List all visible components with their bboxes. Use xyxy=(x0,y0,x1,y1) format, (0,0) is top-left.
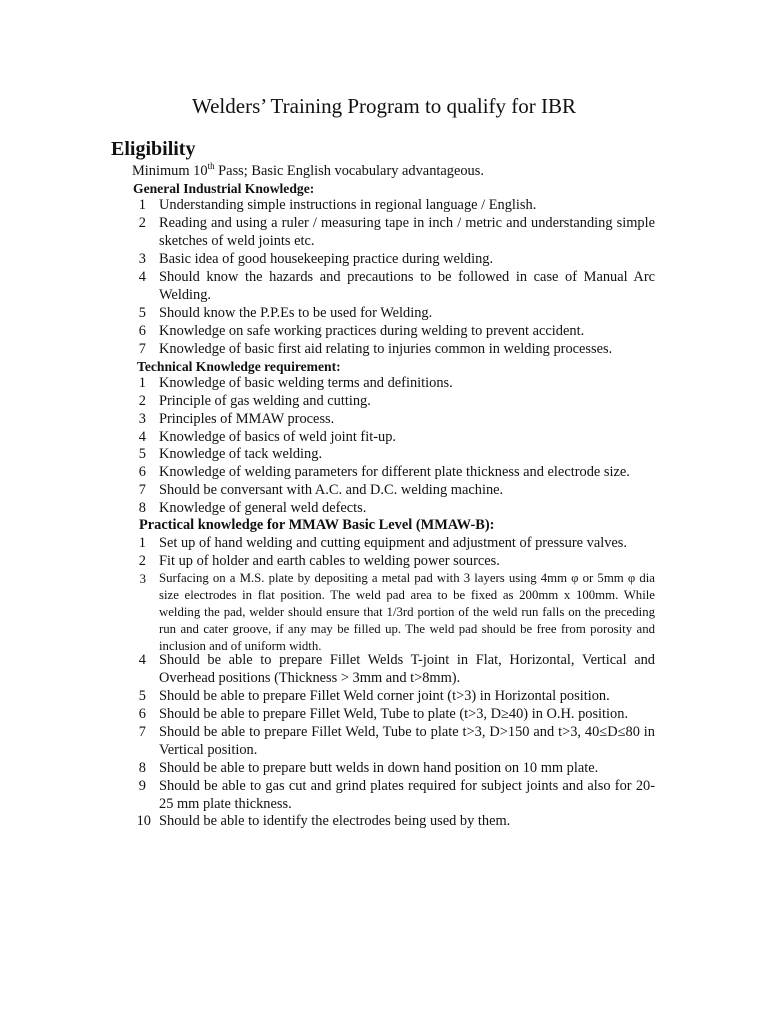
list-item: Should be able to gas cut and grind plates required for subject joints and also for 20-25 mm plate thickness. xyxy=(159,778,655,812)
list-item: Should know the P.P.Es to be used for Welding. xyxy=(159,305,433,321)
list-item: Should be able to prepare Fillet Weld, Tube to plate t>3, D>150 and t>3, 40≤D≤80 in Vertical position. xyxy=(159,724,655,758)
list-number: 3 xyxy=(139,572,146,586)
list-number: 2 xyxy=(138,553,146,569)
list-number: 9 xyxy=(138,778,146,794)
list-item: Should be conversant with A.C. and D.C. welding machine. xyxy=(159,482,504,498)
list-item: Principle of gas welding and cutting. xyxy=(159,393,371,409)
list-item: Surfacing on a M.S. plate by depositing a metal pad with 3 layers using 4mm φ or 5mm φ dia size electrodes in flat position. The weld pad area to be fixed as 200mm x 100mm. While welding the pad, welder should ensure that 1/3rd portion of the weld run falls on the preceding run and cater groove, if any may be filled up. The weld pad should be free from porosity and inclusion and of uniform width. xyxy=(159,571,655,653)
list-item: Knowledge of basics of weld joint fit-up. xyxy=(159,429,396,445)
list-item: Knowledge on safe working practices during welding to prevent accident. xyxy=(159,323,585,339)
list-item: Should be able to prepare butt welds in down hand position on 10 mm plate. xyxy=(159,760,599,776)
minimum-qualification xyxy=(132,162,484,180)
list-number: 5 xyxy=(138,446,146,462)
list-number: 7 xyxy=(138,341,146,357)
min-sup: th xyxy=(207,161,215,172)
list-item: Basic idea of good housekeeping practice during welding. xyxy=(159,251,494,267)
list-number: 3 xyxy=(138,251,146,267)
list-number: 5 xyxy=(138,305,146,321)
list-number: 3 xyxy=(138,411,146,427)
list-item: Should know the hazards and precautions to be followed in case of Manual Arc Welding. xyxy=(159,269,655,303)
list-number: 2 xyxy=(138,215,146,231)
list-number: 4 xyxy=(138,429,146,445)
min-post: Pass; Basic English vocabulary advantageous. xyxy=(214,163,484,179)
list-number: 8 xyxy=(138,500,146,516)
list-item: Knowledge of basic first aid relating to injuries common in welding processes. xyxy=(159,341,613,357)
list-item: Should be able to prepare Fillet Weld corner joint (t>3) in Horizontal position. xyxy=(159,688,610,704)
list-number: 1 xyxy=(138,375,146,391)
list-number: 1 xyxy=(138,197,146,213)
practical-knowledge-heading: Practical knowledge for MMAW Basic Level (MMAW-B): xyxy=(139,517,495,533)
list-number: 8 xyxy=(138,760,146,776)
page-title: Welders’ Training Program to qualify for IBR xyxy=(191,94,577,118)
list-number: 6 xyxy=(138,706,146,722)
list-item: Knowledge of general weld defects. xyxy=(159,500,367,516)
list-number: 7 xyxy=(138,724,146,740)
list-number: 7 xyxy=(138,482,146,498)
list-item: Knowledge of welding parameters for different plate thickness and electrode size. xyxy=(159,464,630,480)
list-number: 6 xyxy=(138,464,146,480)
list-number: 10 xyxy=(136,813,151,829)
list-item: Principles of MMAW process. xyxy=(159,411,335,427)
list-number: 2 xyxy=(138,393,146,409)
list-item: Should be able to prepare Fillet Welds T-joint in Flat, Horizontal, Vertical and Overhead positions (Thickness > 3mm and t>8mm). xyxy=(159,652,655,686)
list-number: 4 xyxy=(138,652,146,668)
list-item: Knowledge of basic welding terms and definitions. xyxy=(159,375,453,391)
list-number: 4 xyxy=(138,269,146,285)
list-number: 6 xyxy=(138,323,146,339)
technical-knowledge-heading: Technical Knowledge requirement: xyxy=(137,359,341,374)
general-knowledge-heading: General Industrial Knowledge: xyxy=(133,181,315,196)
list-number: 5 xyxy=(138,688,146,704)
list-item: Should be able to identify the electrodes being used by them. xyxy=(159,813,511,829)
list-item: Fit up of holder and earth cables to welding power sources. xyxy=(159,553,500,569)
list-item: Understanding simple instructions in regional language / English. xyxy=(159,197,537,213)
min-pre: Minimum 10 xyxy=(132,163,208,179)
list-item: Knowledge of tack welding. xyxy=(159,446,323,462)
list-item: Reading and using a ruler / measuring tape in inch / metric and understanding simple sketches of weld joints etc. xyxy=(159,215,655,249)
list-item: Should be able to prepare Fillet Weld, Tube to plate (t>3, D≥40) in O.H. position. xyxy=(159,706,629,722)
eligibility-heading: Eligibility xyxy=(111,138,196,160)
list-item: Set up of hand welding and cutting equipment and adjustment of pressure valves. xyxy=(159,535,627,551)
list-number: 1 xyxy=(138,535,146,551)
